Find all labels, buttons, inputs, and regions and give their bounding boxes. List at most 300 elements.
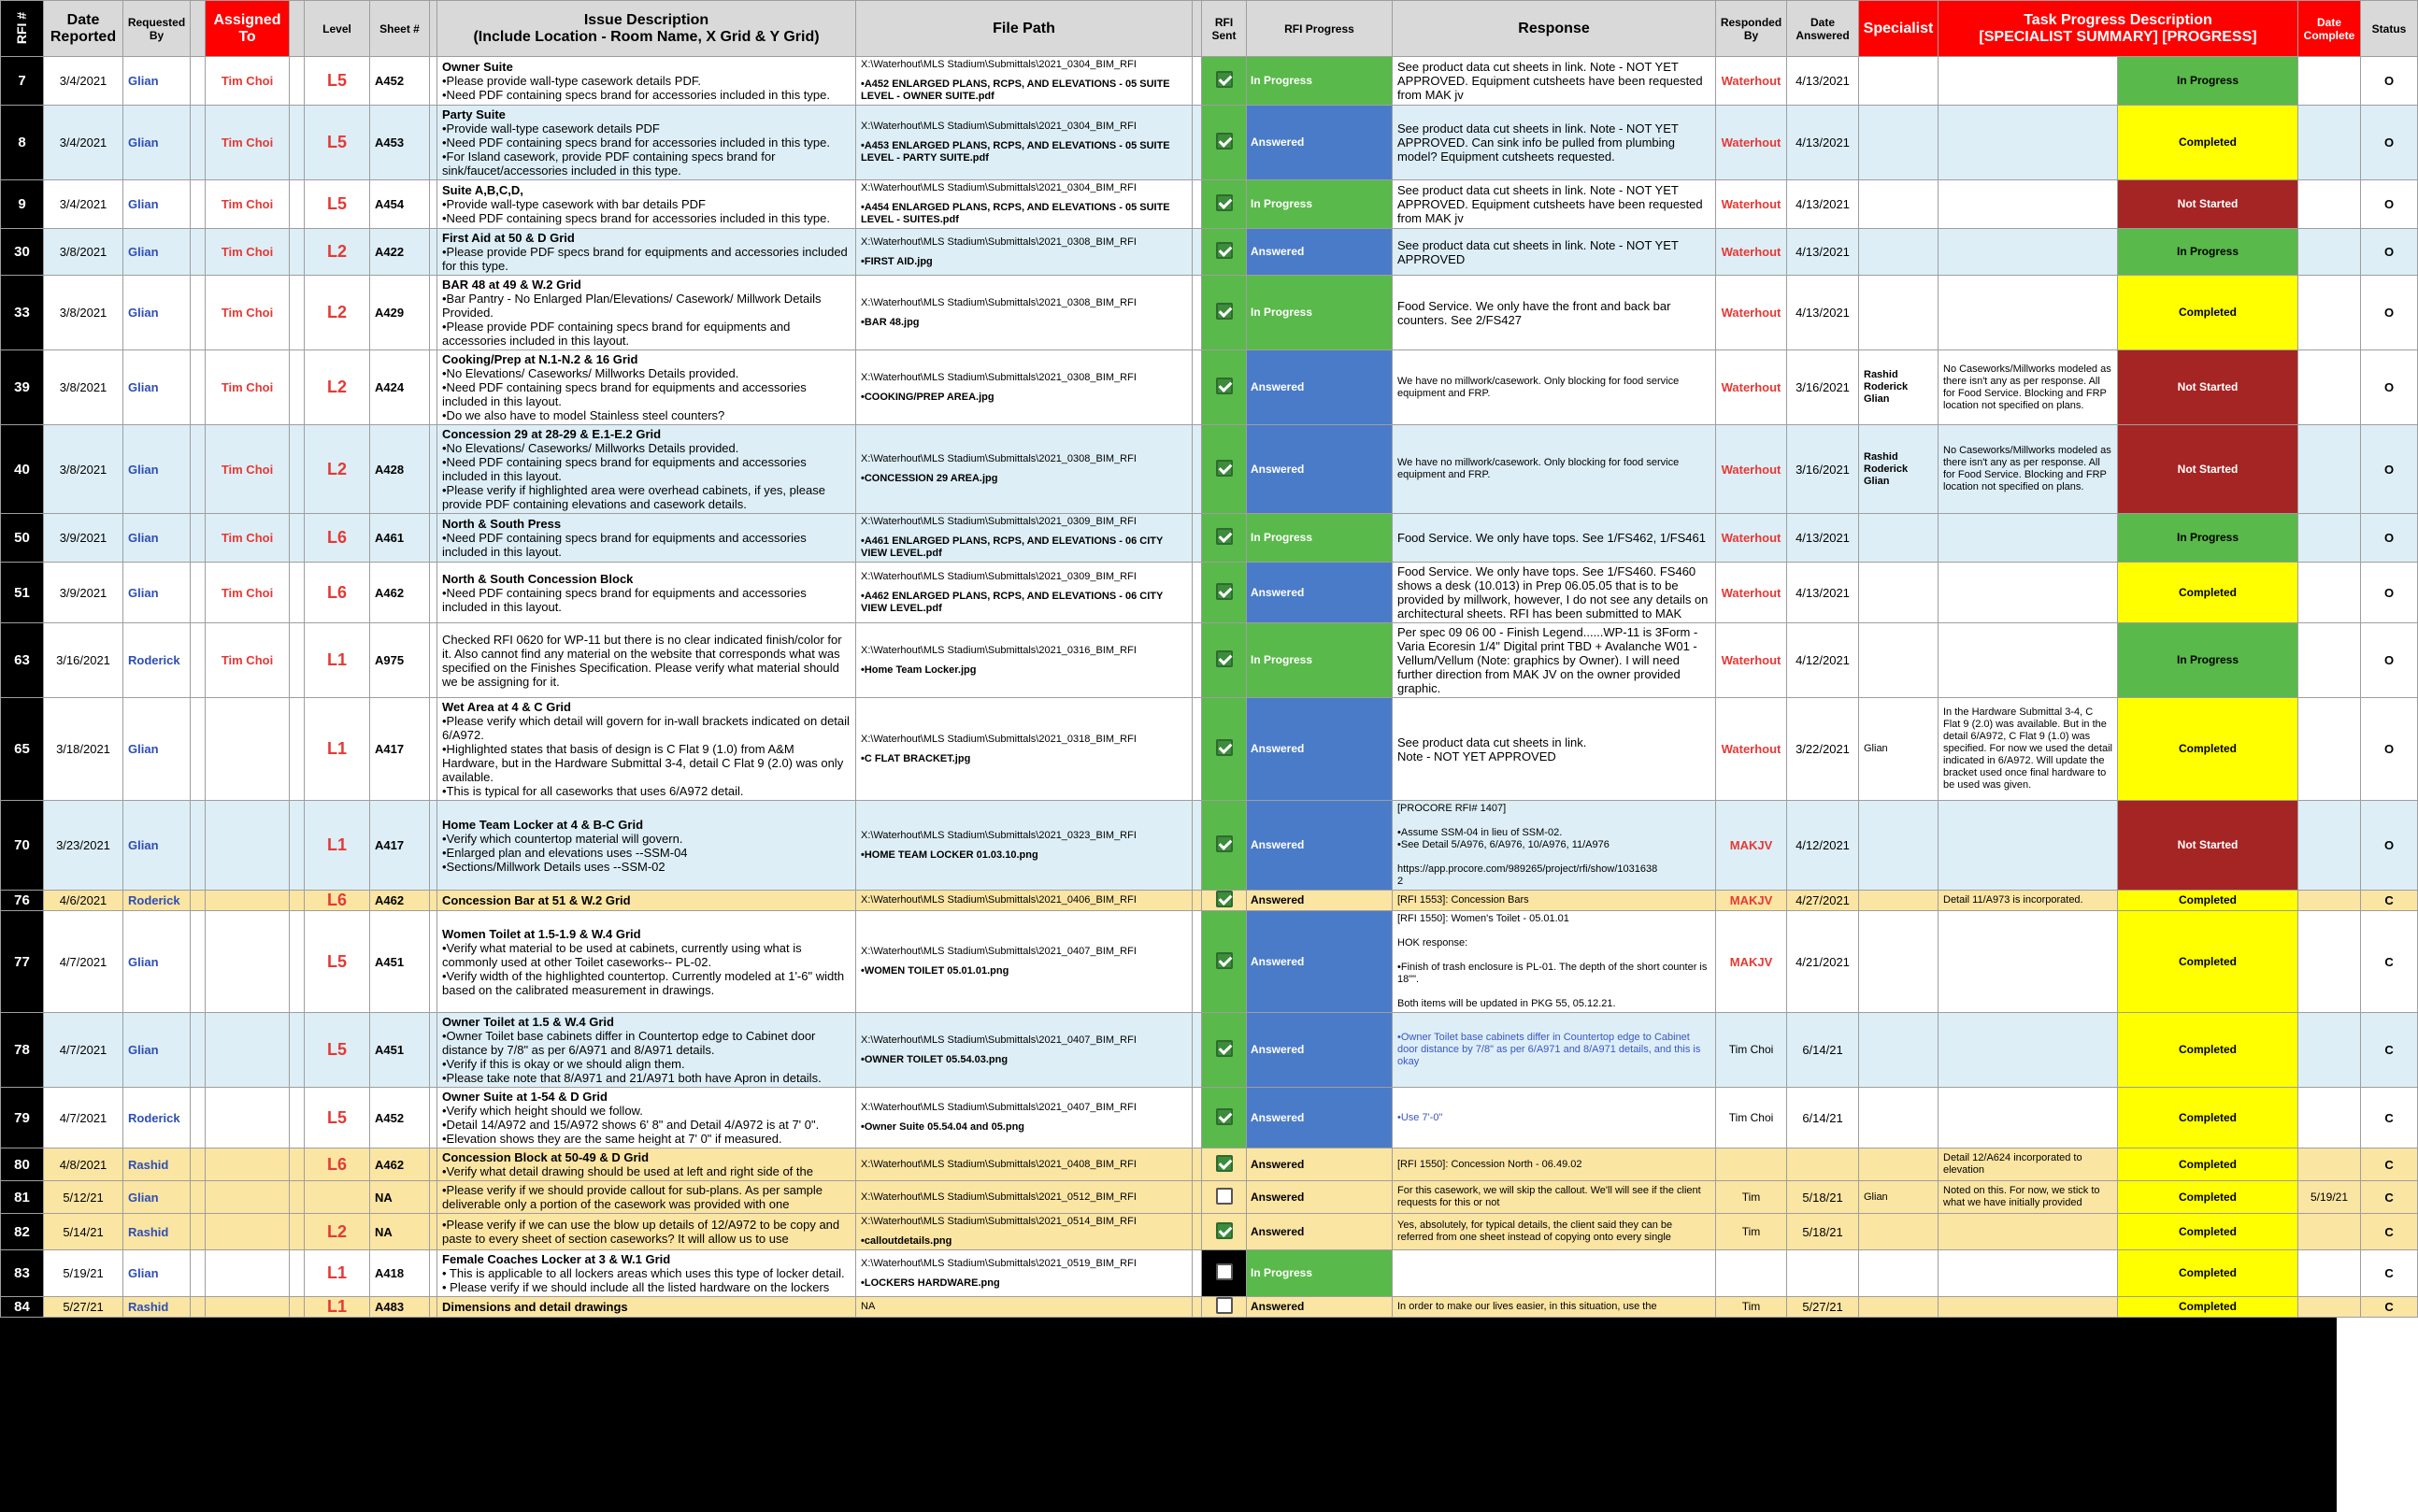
rfi-number-cell[interactable]: 78 — [1, 1013, 44, 1088]
issue-description-cell[interactable] — [437, 180, 856, 229]
task-progress-cell[interactable]: Completed — [2118, 911, 2298, 1013]
status-cell[interactable]: O — [2361, 698, 2418, 801]
sheet-cell[interactable]: NA — [370, 1214, 430, 1250]
level-cell[interactable]: L2 — [305, 276, 370, 350]
table-row[interactable] — [1, 911, 2418, 1013]
sheet-cell[interactable]: NA — [370, 1181, 430, 1214]
issue-description-cell[interactable] — [437, 1250, 856, 1297]
requested-by-cell[interactable]: Glian — [123, 1181, 191, 1214]
response-cell[interactable]: •Owner Toilet base cabinets differ in Countertop edge to Cabinet door distance by 7/8" as per 6/A971 and 8/A971 details, and this is okay — [1393, 1013, 1716, 1088]
status-cell[interactable]: O — [2361, 276, 2418, 350]
col-header-rfi-sent[interactable]: RFI Sent — [1202, 1, 1247, 57]
rfi-number-cell[interactable]: 40 — [1, 425, 44, 514]
status-cell[interactable]: C — [2361, 1181, 2418, 1214]
specialist-cell[interactable] — [1859, 911, 1939, 1013]
level-cell[interactable]: L6 — [305, 563, 370, 623]
task-progress-cell[interactable]: In Progress — [2118, 514, 2298, 563]
col-header-rfi[interactable]: RFI # — [1, 1, 44, 57]
task-summary-cell[interactable]: No Caseworks/Millworks modeled as there isn't any as per response. All for Food Service. Blocking and FRP location not specified on plans. — [1939, 425, 2118, 514]
assigned-to-cell[interactable] — [206, 1214, 290, 1250]
specialist-cell[interactable]: Glian — [1859, 1181, 1939, 1214]
response-cell[interactable]: [RFI 1550]: Women's Toilet - 05.01.01 HOK response: •Finish of trash enclosure is PL-01. The depth of the short counter is 18"". Both items will be updated in PKG 55, 05.12.21. — [1393, 911, 1716, 1013]
date-answered-cell[interactable] — [1787, 1148, 1859, 1181]
responded-by-cell[interactable]: Waterhout — [1716, 106, 1787, 180]
file-path-cell[interactable] — [856, 1250, 1193, 1297]
task-progress-cell[interactable]: Completed — [2118, 1297, 2298, 1318]
file-path-cell[interactable] — [856, 425, 1193, 514]
date-answered-cell[interactable]: 4/12/2021 — [1787, 801, 1859, 891]
response-cell[interactable]: In order to make our lives easier, in this situation, use the — [1393, 1297, 1716, 1318]
rfi-progress-cell[interactable]: Answered — [1247, 350, 1393, 425]
assigned-to-cell[interactable]: Tim Choi — [206, 350, 290, 425]
rfi-progress-cell[interactable]: In Progress — [1247, 57, 1393, 106]
date-reported-cell[interactable]: 3/8/2021 — [44, 425, 123, 514]
sheet-cell[interactable]: A451 — [370, 911, 430, 1013]
level-cell[interactable]: L5 — [305, 1088, 370, 1148]
rfi-sent-checkbox[interactable] — [1216, 1040, 1233, 1057]
date-complete-cell[interactable] — [2298, 350, 2361, 425]
level-cell[interactable]: L5 — [305, 1013, 370, 1088]
date-answered-cell[interactable]: 4/13/2021 — [1787, 229, 1859, 276]
col-header-sheet[interactable]: Sheet # — [370, 1, 430, 57]
assigned-to-cell[interactable]: Tim Choi — [206, 106, 290, 180]
table-row[interactable] — [1, 1148, 2418, 1181]
file-path-cell[interactable] — [856, 1148, 1193, 1181]
rfi-sent-checkbox[interactable] — [1216, 650, 1233, 667]
responded-by-cell[interactable] — [1716, 1148, 1787, 1181]
task-summary-cell[interactable] — [1939, 1088, 2118, 1148]
rfi-sent-checkbox[interactable] — [1216, 194, 1233, 211]
rfi-sent-checkbox[interactable] — [1216, 528, 1233, 545]
table-row[interactable] — [1, 106, 2418, 180]
rfi-sent-checkbox[interactable] — [1216, 1155, 1233, 1172]
level-cell[interactable]: L5 — [305, 180, 370, 229]
level-cell[interactable]: L6 — [305, 891, 370, 911]
col-header-issue[interactable]: Issue Description (Include Location - Room Name, X Grid & Y Grid) — [437, 1, 856, 57]
date-reported-cell[interactable]: 3/9/2021 — [44, 514, 123, 563]
rfi-number-cell[interactable]: 33 — [1, 276, 44, 350]
task-summary-cell[interactable]: Detail 12/A624 incorporated to elevation — [1939, 1148, 2118, 1181]
requested-by-cell[interactable]: Rashid — [123, 1297, 191, 1318]
rfi-number-cell[interactable]: 50 — [1, 514, 44, 563]
issue-description-cell[interactable] — [437, 514, 856, 563]
date-reported-cell[interactable]: 3/8/2021 — [44, 350, 123, 425]
task-progress-cell[interactable]: Not Started — [2118, 425, 2298, 514]
response-cell[interactable]: We have no millwork/casework. Only blocking for food service equipment and FRP. — [1393, 425, 1716, 514]
sheet-cell[interactable]: A452 — [370, 1088, 430, 1148]
response-cell[interactable] — [1393, 1250, 1716, 1297]
issue-description-cell[interactable] — [437, 425, 856, 514]
task-progress-cell[interactable]: Completed — [2118, 1013, 2298, 1088]
specialist-cell[interactable] — [1859, 1088, 1939, 1148]
response-cell[interactable]: See product data cut sheets in link. Note - NOT YET APPROVED. Equipment cutsheets have been requested from MAK jv — [1393, 180, 1716, 229]
sheet-cell[interactable]: A462 — [370, 1148, 430, 1181]
task-progress-cell[interactable]: In Progress — [2118, 229, 2298, 276]
responded-by-cell[interactable]: Waterhout — [1716, 57, 1787, 106]
date-answered-cell[interactable]: 3/22/2021 — [1787, 698, 1859, 801]
table-row[interactable] — [1, 1214, 2418, 1250]
specialist-cell[interactable] — [1859, 563, 1939, 623]
date-answered-cell[interactable]: 4/21/2021 — [1787, 911, 1859, 1013]
rfi-sent-checkbox[interactable] — [1216, 378, 1233, 394]
sheet-cell[interactable]: A424 — [370, 350, 430, 425]
response-cell[interactable]: Yes, absolutely, for typical details, the client said they can be referred from one sheet instead of copying onto every single — [1393, 1214, 1716, 1250]
file-path-cell[interactable] — [856, 276, 1193, 350]
date-complete-cell[interactable] — [2298, 1214, 2361, 1250]
specialist-cell[interactable] — [1859, 1297, 1939, 1318]
rfi-sent-cell[interactable] — [1202, 1214, 1247, 1250]
rfi-sent-cell[interactable] — [1202, 1088, 1247, 1148]
date-answered-cell[interactable]: 4/13/2021 — [1787, 514, 1859, 563]
status-cell[interactable]: O — [2361, 350, 2418, 425]
table-row[interactable] — [1, 1297, 2418, 1318]
responded-by-cell[interactable]: Tim — [1716, 1181, 1787, 1214]
rfi-number-cell[interactable]: 63 — [1, 623, 44, 698]
specialist-cell[interactable] — [1859, 801, 1939, 891]
level-cell[interactable]: L2 — [305, 350, 370, 425]
table-row[interactable] — [1, 891, 2418, 911]
file-path-cell[interactable] — [856, 350, 1193, 425]
rfi-number-cell[interactable]: 82 — [1, 1214, 44, 1250]
requested-by-cell[interactable]: Rashid — [123, 1214, 191, 1250]
task-progress-cell[interactable]: Not Started — [2118, 801, 2298, 891]
status-cell[interactable]: C — [2361, 1088, 2418, 1148]
date-reported-cell[interactable]: 3/18/2021 — [44, 698, 123, 801]
rfi-progress-cell[interactable]: In Progress — [1247, 514, 1393, 563]
requested-by-cell[interactable]: Rashid — [123, 1148, 191, 1181]
rfi-progress-cell[interactable]: Answered — [1247, 425, 1393, 514]
responded-by-cell[interactable]: Waterhout — [1716, 514, 1787, 563]
specialist-cell[interactable] — [1859, 106, 1939, 180]
task-progress-cell[interactable]: Completed — [2118, 1181, 2298, 1214]
table-row[interactable] — [1, 1013, 2418, 1088]
date-reported-cell[interactable]: 5/27/21 — [44, 1297, 123, 1318]
requested-by-cell[interactable]: Glian — [123, 1250, 191, 1297]
date-reported-cell[interactable]: 3/9/2021 — [44, 563, 123, 623]
date-reported-cell[interactable]: 3/4/2021 — [44, 180, 123, 229]
rfi-sent-cell[interactable] — [1202, 1297, 1247, 1318]
rfi-number-cell[interactable]: 84 — [1, 1297, 44, 1318]
task-progress-cell[interactable]: Completed — [2118, 698, 2298, 801]
file-path-cell[interactable] — [856, 1214, 1193, 1250]
task-summary-cell[interactable] — [1939, 180, 2118, 229]
rfi-number-cell[interactable]: 80 — [1, 1148, 44, 1181]
rfi-sent-cell[interactable] — [1202, 563, 1247, 623]
requested-by-cell[interactable]: Glian — [123, 229, 191, 276]
file-path-cell[interactable] — [856, 911, 1193, 1013]
status-cell[interactable]: C — [2361, 1250, 2418, 1297]
requested-by-cell[interactable]: Roderick — [123, 1088, 191, 1148]
rfi-sent-checkbox[interactable] — [1216, 1297, 1233, 1314]
responded-by-cell[interactable]: Waterhout — [1716, 229, 1787, 276]
specialist-cell[interactable] — [1859, 1013, 1939, 1088]
table-row[interactable] — [1, 563, 2418, 623]
rfi-progress-cell[interactable]: In Progress — [1247, 1250, 1393, 1297]
issue-description-cell[interactable] — [437, 229, 856, 276]
response-cell[interactable]: Per spec 09 06 00 - Finish Legend......WP-11 is 3Form - Varia Ecoresin 1/4" Digital print TBD + Avalanche W01 - Vellum/Vellum (Note: graphics by Owner). I will need further direction from MAK JV on the owner provided graphic. — [1393, 623, 1716, 698]
requested-by-cell[interactable]: Glian — [123, 350, 191, 425]
status-cell[interactable]: C — [2361, 1214, 2418, 1250]
rfi-sent-checkbox[interactable] — [1216, 242, 1233, 259]
rfi-number-cell[interactable]: 77 — [1, 911, 44, 1013]
status-cell[interactable]: O — [2361, 514, 2418, 563]
task-progress-cell[interactable]: Completed — [2118, 1148, 2298, 1181]
sheet-cell[interactable]: A453 — [370, 106, 430, 180]
issue-description-cell[interactable] — [437, 911, 856, 1013]
status-cell[interactable]: O — [2361, 229, 2418, 276]
issue-description-cell[interactable] — [437, 276, 856, 350]
rfi-sent-cell[interactable] — [1202, 801, 1247, 891]
col-header-status[interactable]: Status — [2361, 1, 2418, 57]
table-row[interactable] — [1, 276, 2418, 350]
file-path-cell[interactable] — [856, 623, 1193, 698]
date-answered-cell[interactable]: 4/13/2021 — [1787, 106, 1859, 180]
issue-description-cell[interactable] — [437, 57, 856, 106]
rfi-progress-cell[interactable]: Answered — [1247, 801, 1393, 891]
table-row[interactable] — [1, 180, 2418, 229]
task-summary-cell[interactable] — [1939, 1297, 2118, 1318]
requested-by-cell[interactable]: Roderick — [123, 891, 191, 911]
file-path-cell[interactable] — [856, 106, 1193, 180]
date-reported-cell[interactable]: 4/8/2021 — [44, 1148, 123, 1181]
rfi-progress-cell[interactable]: Answered — [1247, 891, 1393, 911]
responded-by-cell[interactable]: Tim Choi — [1716, 1088, 1787, 1148]
date-reported-cell[interactable]: 5/14/21 — [44, 1214, 123, 1250]
level-cell[interactable]: L5 — [305, 57, 370, 106]
issue-description-cell[interactable] — [437, 1148, 856, 1181]
level-cell[interactable]: L5 — [305, 106, 370, 180]
task-progress-cell[interactable]: Completed — [2118, 1250, 2298, 1297]
issue-description-cell[interactable] — [437, 801, 856, 891]
level-cell[interactable]: L6 — [305, 514, 370, 563]
date-complete-cell[interactable] — [2298, 801, 2361, 891]
rfi-sent-checkbox[interactable] — [1216, 891, 1233, 907]
status-cell[interactable]: O — [2361, 563, 2418, 623]
table-row[interactable] — [1, 229, 2418, 276]
sheet-cell[interactable]: A454 — [370, 180, 430, 229]
date-complete-cell[interactable] — [2298, 911, 2361, 1013]
rfi-sent-checkbox[interactable] — [1216, 460, 1233, 477]
sheet-cell[interactable]: A428 — [370, 425, 430, 514]
col-header-responded-by[interactable]: Responded By — [1716, 1, 1787, 57]
rfi-progress-cell[interactable]: Answered — [1247, 229, 1393, 276]
task-summary-cell[interactable] — [1939, 57, 2118, 106]
date-reported-cell[interactable]: 4/7/2021 — [44, 1013, 123, 1088]
rfi-sent-cell[interactable] — [1202, 180, 1247, 229]
rfi-number-cell[interactable]: 9 — [1, 180, 44, 229]
task-progress-cell[interactable]: In Progress — [2118, 57, 2298, 106]
assigned-to-cell[interactable] — [206, 1250, 290, 1297]
rfi-sent-checkbox[interactable] — [1216, 1108, 1233, 1125]
requested-by-cell[interactable]: Glian — [123, 1013, 191, 1088]
issue-description-cell[interactable] — [437, 1013, 856, 1088]
date-reported-cell[interactable]: 4/7/2021 — [44, 911, 123, 1013]
task-progress-cell[interactable]: Not Started — [2118, 350, 2298, 425]
date-answered-cell[interactable]: 4/13/2021 — [1787, 57, 1859, 106]
assigned-to-cell[interactable] — [206, 1297, 290, 1318]
task-summary-cell[interactable] — [1939, 229, 2118, 276]
date-complete-cell[interactable] — [2298, 229, 2361, 276]
file-path-cell[interactable] — [856, 1181, 1193, 1214]
level-cell[interactable]: L1 — [305, 801, 370, 891]
rfi-progress-cell[interactable]: Answered — [1247, 1214, 1393, 1250]
rfi-sent-cell[interactable] — [1202, 1013, 1247, 1088]
col-header-date-reported[interactable]: Date Reported — [44, 1, 123, 57]
sheet-cell[interactable]: A417 — [370, 698, 430, 801]
assigned-to-cell[interactable] — [206, 1013, 290, 1088]
col-header-date-complete[interactable]: Date Complete — [2298, 1, 2361, 57]
response-cell[interactable]: [PROCORE RFI# 1407] •Assume SSM-04 in lieu of SSM-02. •See Detail 5/A976, 6/A976, 10/A976, 11/A976 https://app.procore.com/989265/project/rfi/show/1031638 2 — [1393, 801, 1716, 891]
rfi-progress-cell[interactable]: Answered — [1247, 563, 1393, 623]
issue-description-cell[interactable] — [437, 1088, 856, 1148]
date-complete-cell[interactable] — [2298, 57, 2361, 106]
responded-by-cell[interactable]: Waterhout — [1716, 698, 1787, 801]
date-answered-cell[interactable]: 4/13/2021 — [1787, 276, 1859, 350]
specialist-cell[interactable]: Glian — [1859, 698, 1939, 801]
assigned-to-cell[interactable] — [206, 891, 290, 911]
rfi-sent-checkbox[interactable] — [1216, 1263, 1233, 1280]
col-header-task-progress[interactable]: Task Progress Description [SPECIALIST SUMMARY] [PROGRESS] — [1939, 1, 2298, 57]
level-cell[interactable]: L5 — [305, 911, 370, 1013]
col-header-rfi-progress[interactable]: RFI Progress — [1247, 1, 1393, 57]
issue-description-cell[interactable] — [437, 1214, 856, 1250]
specialist-cell[interactable]: Rashid Roderick Glian — [1859, 350, 1939, 425]
status-cell[interactable]: C — [2361, 1148, 2418, 1181]
requested-by-cell[interactable]: Glian — [123, 911, 191, 1013]
issue-description-cell[interactable] — [437, 1297, 856, 1318]
rfi-number-cell[interactable]: 7 — [1, 57, 44, 106]
assigned-to-cell[interactable]: Tim Choi — [206, 425, 290, 514]
date-complete-cell[interactable] — [2298, 1013, 2361, 1088]
responded-by-cell[interactable] — [1716, 1250, 1787, 1297]
rfi-sent-cell[interactable] — [1202, 57, 1247, 106]
rfi-progress-cell[interactable]: Answered — [1247, 1297, 1393, 1318]
file-path-cell[interactable] — [856, 180, 1193, 229]
responded-by-cell[interactable]: MAKJV — [1716, 891, 1787, 911]
table-row[interactable] — [1, 514, 2418, 563]
requested-by-cell[interactable]: Roderick — [123, 623, 191, 698]
date-answered-cell[interactable]: 3/16/2021 — [1787, 350, 1859, 425]
responded-by-cell[interactable]: Waterhout — [1716, 425, 1787, 514]
date-reported-cell[interactable]: 3/4/2021 — [44, 57, 123, 106]
sheet-cell[interactable]: A452 — [370, 57, 430, 106]
requested-by-cell[interactable]: Glian — [123, 180, 191, 229]
col-header-file-path[interactable]: File Path — [856, 1, 1193, 57]
task-progress-cell[interactable]: Completed — [2118, 276, 2298, 350]
rfi-sent-checkbox[interactable] — [1216, 1188, 1233, 1205]
sheet-cell[interactable]: A422 — [370, 229, 430, 276]
table-row[interactable] — [1, 1250, 2418, 1297]
rfi-progress-cell[interactable]: Answered — [1247, 698, 1393, 801]
rfi-sent-cell[interactable] — [1202, 276, 1247, 350]
date-complete-cell[interactable] — [2298, 1088, 2361, 1148]
responded-by-cell[interactable]: Waterhout — [1716, 563, 1787, 623]
rfi-number-cell[interactable]: 39 — [1, 350, 44, 425]
level-cell[interactable]: L2 — [305, 229, 370, 276]
response-cell[interactable]: See product data cut sheets in link. Note - NOT YET APPROVED. Can sink info be pulled from plumbing model? Equipment cutsheets requested. — [1393, 106, 1716, 180]
responded-by-cell[interactable]: Waterhout — [1716, 350, 1787, 425]
sheet-cell[interactable]: A417 — [370, 801, 430, 891]
response-cell[interactable]: For this casework, we will skip the callout. We'll will see if the client requests for this or not — [1393, 1181, 1716, 1214]
level-cell[interactable]: L6 — [305, 1148, 370, 1181]
date-answered-cell[interactable] — [1787, 1250, 1859, 1297]
response-cell[interactable]: [RFI 1553]: Concession Bars — [1393, 891, 1716, 911]
date-reported-cell[interactable]: 4/7/2021 — [44, 1088, 123, 1148]
requested-by-cell[interactable]: Glian — [123, 698, 191, 801]
rfi-number-cell[interactable]: 30 — [1, 229, 44, 276]
sheet-cell[interactable]: A483 — [370, 1297, 430, 1318]
table-row[interactable] — [1, 1088, 2418, 1148]
sheet-cell[interactable]: A462 — [370, 891, 430, 911]
rfi-sent-checkbox[interactable] — [1216, 1222, 1233, 1239]
rfi-sent-checkbox[interactable] — [1216, 303, 1233, 320]
task-progress-cell[interactable]: Completed — [2118, 563, 2298, 623]
rfi-sent-checkbox[interactable] — [1216, 133, 1233, 150]
response-cell[interactable]: [RFI 1550]: Concession North - 06.49.02 — [1393, 1148, 1716, 1181]
response-cell[interactable]: See product data cut sheets in link. Note - NOT YET APPROVED — [1393, 229, 1716, 276]
assigned-to-cell[interactable]: Tim Choi — [206, 623, 290, 698]
response-cell[interactable]: Food Service. We only have tops. See 1/FS460. FS460 shows a desk (10.013) in Prep 06.05.05 that is to be provided by millwork, however, I do not see any details on architectural sheets. RFI has been submitted to MAK — [1393, 563, 1716, 623]
response-cell[interactable]: We have no millwork/casework. Only blocking for food service equipment and FRP. — [1393, 350, 1716, 425]
rfi-sent-cell[interactable] — [1202, 229, 1247, 276]
date-complete-cell[interactable] — [2298, 106, 2361, 180]
level-cell[interactable]: L2 — [305, 1214, 370, 1250]
date-complete-cell[interactable] — [2298, 180, 2361, 229]
date-complete-cell[interactable] — [2298, 563, 2361, 623]
specialist-cell[interactable]: Rashid Roderick Glian — [1859, 425, 1939, 514]
task-summary-cell[interactable]: No Caseworks/Millworks modeled as there isn't any as per response. All for Food Service. Blocking and FRP location not specified on plans. — [1939, 350, 2118, 425]
file-path-cell[interactable] — [856, 57, 1193, 106]
rfi-progress-cell[interactable]: Answered — [1247, 1013, 1393, 1088]
task-summary-cell[interactable]: Noted on this. For now, we stick to what we have initially provided — [1939, 1181, 2118, 1214]
specialist-cell[interactable] — [1859, 1214, 1939, 1250]
status-cell[interactable]: O — [2361, 623, 2418, 698]
assigned-to-cell[interactable]: Tim Choi — [206, 229, 290, 276]
file-path-cell[interactable] — [856, 891, 1193, 911]
rfi-number-cell[interactable]: 8 — [1, 106, 44, 180]
file-path-cell[interactable] — [856, 1297, 1193, 1318]
rfi-number-cell[interactable]: 83 — [1, 1250, 44, 1297]
date-complete-cell[interactable] — [2298, 698, 2361, 801]
responded-by-cell[interactable]: Waterhout — [1716, 623, 1787, 698]
rfi-progress-cell[interactable]: In Progress — [1247, 276, 1393, 350]
status-cell[interactable]: O — [2361, 425, 2418, 514]
date-complete-cell[interactable] — [2298, 1250, 2361, 1297]
date-answered-cell[interactable]: 6/14/21 — [1787, 1013, 1859, 1088]
issue-description-cell[interactable] — [437, 350, 856, 425]
date-answered-cell[interactable]: 4/12/2021 — [1787, 623, 1859, 698]
responded-by-cell[interactable]: Tim — [1716, 1297, 1787, 1318]
rfi-number-cell[interactable]: 70 — [1, 801, 44, 891]
task-summary-cell[interactable] — [1939, 1013, 2118, 1088]
rfi-number-cell[interactable]: 51 — [1, 563, 44, 623]
rfi-progress-cell[interactable]: Answered — [1247, 911, 1393, 1013]
rfi-sent-checkbox[interactable] — [1216, 739, 1233, 756]
date-complete-cell[interactable] — [2298, 514, 2361, 563]
date-reported-cell[interactable]: 5/12/21 — [44, 1181, 123, 1214]
date-answered-cell[interactable]: 4/27/2021 — [1787, 891, 1859, 911]
task-summary-cell[interactable]: Detail 11/A973 is incorporated. — [1939, 891, 2118, 911]
response-cell[interactable]: See product data cut sheets in link. Note - NOT YET APPROVED. Equipment cutsheets have been requested from MAK jv — [1393, 57, 1716, 106]
rfi-progress-cell[interactable]: Answered — [1247, 1181, 1393, 1214]
response-cell[interactable]: •Use 7'-0" — [1393, 1088, 1716, 1148]
col-header-date-answered[interactable]: Date Answered — [1787, 1, 1859, 57]
rfi-sent-cell[interactable] — [1202, 1148, 1247, 1181]
rfi-progress-cell[interactable]: Answered — [1247, 106, 1393, 180]
task-progress-cell[interactable]: Not Started — [2118, 180, 2298, 229]
level-cell[interactable] — [305, 1181, 370, 1214]
sheet-cell[interactable]: A461 — [370, 514, 430, 563]
